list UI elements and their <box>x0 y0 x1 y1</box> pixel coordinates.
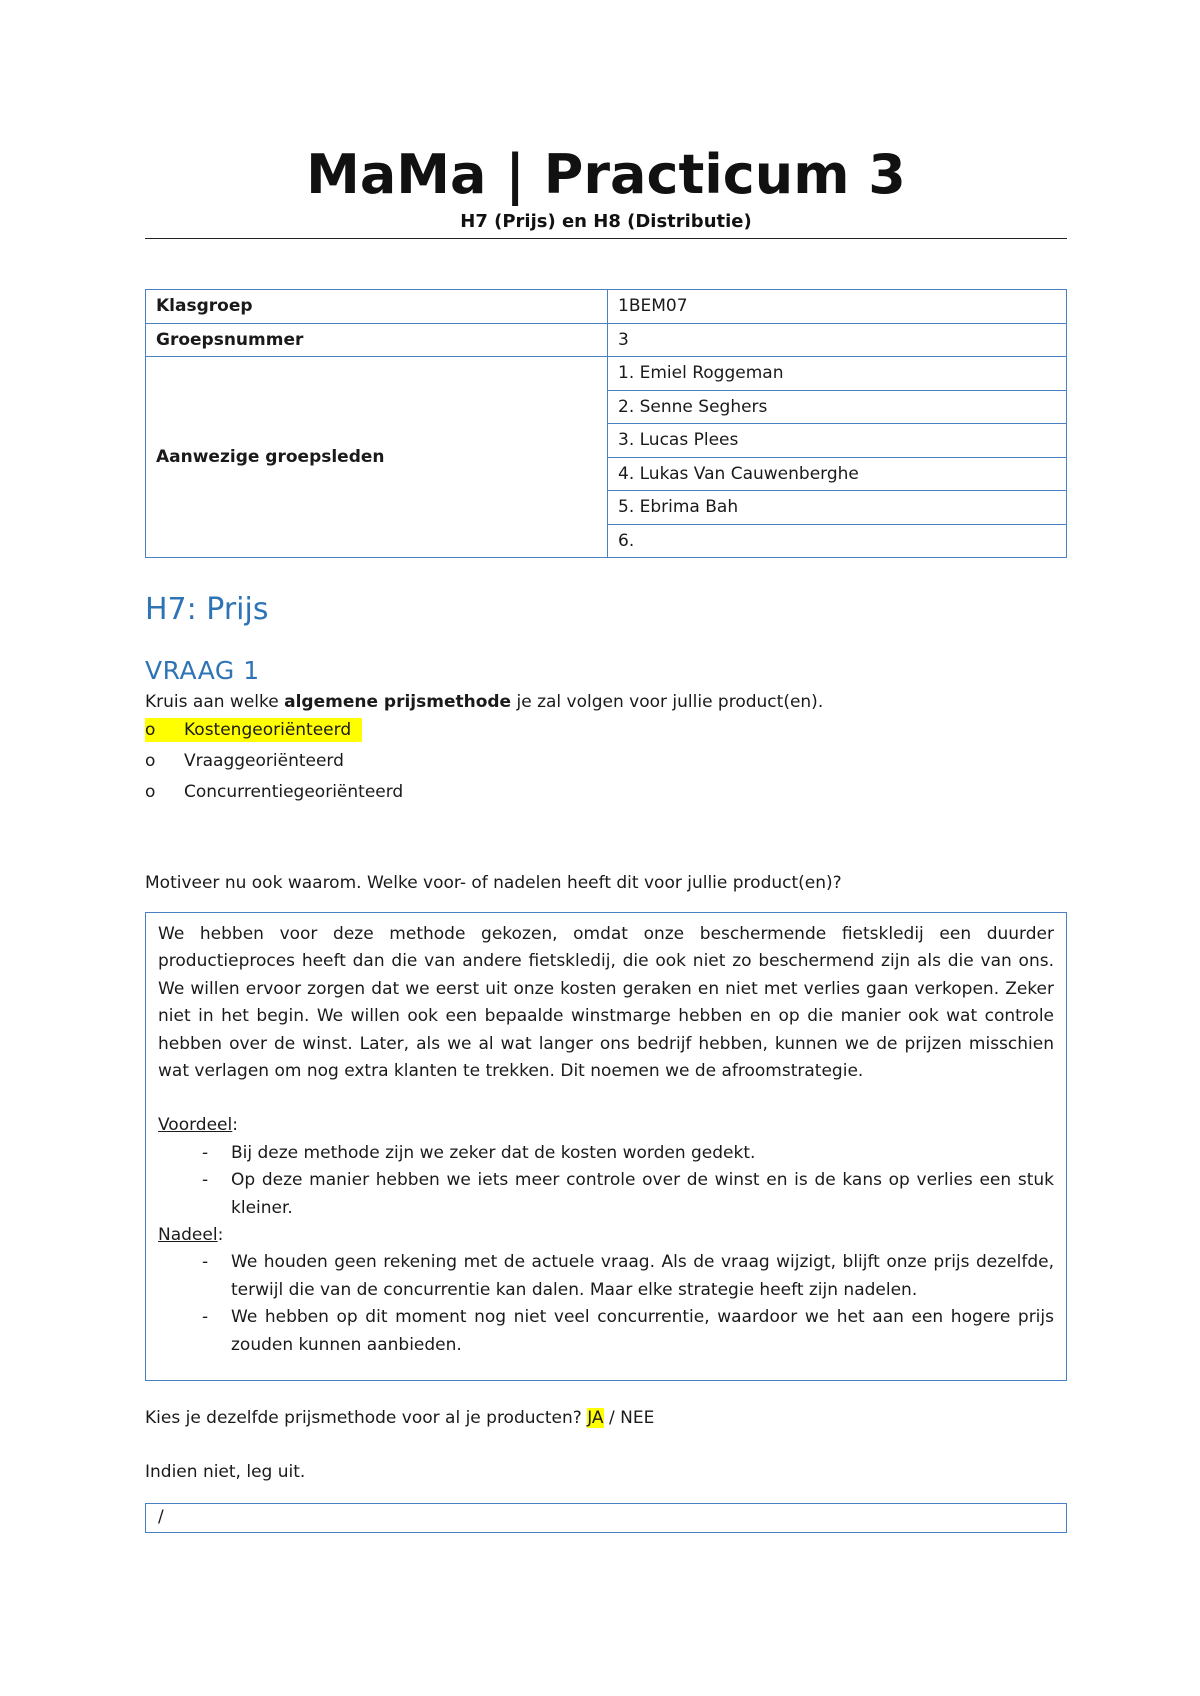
intro-text: Kruis aan welke <box>145 692 285 712</box>
nadelen-list <box>158 1249 1054 1359</box>
list-item: - Op deze manier hebben we iets meer controle over de winst en is de kans op verlies een stuk kleiner. <box>158 1167 1054 1222</box>
voordelen-list <box>158 1140 1054 1222</box>
page-subtitle: H7 (Prijs) en H8 (Distributie) <box>460 211 752 232</box>
option-label: Vraaggeoriënteerd <box>184 751 344 771</box>
intro-bold: algemene prijsmethode <box>284 692 512 712</box>
answer-paragraph: We hebben voor deze methode gekozen, omdat onze beschermende fietskledij een duurder productieproces heeft dan die van andere fietskledij, die ook niet zo beschermend zijn als die van ons. We willen ervoor zorgen dat we eerst uit onze kosten geraken en niet met verlies gaan verkopen. Zeker niet in het begin. We willen ook een bepaalde winstmarge hebben en op die manier ook wat controle hebben over de winst. Later, als we al wat langer ons bedrijf hebben, kunnen we de prijzen misschien wat verlagen om nog extra klanten te trekken. Dit noemen we de afroomstrategie. <box>158 924 1054 1082</box>
voordeel-label: Voordeel <box>158 1115 233 1136</box>
intro-text-end: je zal volgen voor jullie product(en). <box>511 692 824 712</box>
member-cell: 5. Ebrima Bah <box>608 491 1067 525</box>
option[interactable] <box>145 780 403 804</box>
list-item: - We hebben op dit moment nog niet veel concurrentie, waardoor we het aan een hogere prijs zouden kunnen aanbieden. <box>158 1304 1054 1359</box>
explain-prompt: Indien niet, leg uit. <box>145 1462 306 1482</box>
option[interactable] <box>145 749 344 773</box>
answer-ja[interactable]: JA <box>587 1408 604 1428</box>
option-bullet: o <box>145 720 156 740</box>
page-title: MaMa | Practicum 3 <box>306 143 906 206</box>
groepsnummer-label: Groepsnummer <box>146 323 608 357</box>
nadeel-heading: Nadeel: <box>158 1225 224 1246</box>
leden-label: Aanwezige groepsleden <box>146 357 608 558</box>
option-selected[interactable] <box>145 718 362 742</box>
member-cell: 2. Senne Seghers <box>608 390 1067 424</box>
answer-box[interactable] <box>145 912 1067 1381</box>
question-heading: VRAAG 1 <box>145 656 260 685</box>
option-bullet: o <box>145 751 156 771</box>
member-cell: 6. <box>608 524 1067 558</box>
answer-separator: / <box>603 1408 621 1428</box>
member-cell: 4. Lukas Van Cauwenberghe <box>608 457 1067 491</box>
option-bullet: o <box>145 782 156 802</box>
same-method-text: Kies je dezelfde prijsmethode voor al je producten? <box>145 1408 588 1428</box>
option-label: Concurrentiegeoriënteerd <box>184 782 404 802</box>
same-method-question <box>145 1406 654 1430</box>
answer-nee[interactable]: NEE <box>620 1408 655 1428</box>
section-heading: H7: Prijs <box>145 592 269 627</box>
table-row <box>146 323 1067 357</box>
option-label: Kostengeoriënteerd <box>184 720 352 740</box>
groepsnummer-value: 3 <box>608 323 1067 357</box>
klasgroep-value: 1BEM07 <box>608 290 1067 324</box>
title-divider <box>145 238 1067 239</box>
explain-answer: / <box>158 1507 164 1527</box>
explain-answer-box[interactable] <box>145 1503 1067 1533</box>
table-row <box>146 290 1067 324</box>
voordeel-heading: Voordeel: <box>158 1115 238 1136</box>
motivate-prompt: Motiveer nu ook waarom. Welke voor- of nadelen heeft dit voor jullie product(en)? <box>145 873 842 893</box>
member-cell: 1. Emiel Roggeman <box>608 357 1067 391</box>
table-row <box>146 357 1067 391</box>
list-item: - Bij deze methode zijn we zeker dat de kosten worden gedekt. <box>158 1140 1054 1167</box>
member-cell: 3. Lucas Plees <box>608 424 1067 458</box>
nadeel-label: Nadeel <box>158 1225 218 1246</box>
list-item: - We houden geen rekening met de actuele vraag. Als de vraag wijzigt, blijft onze prijs dezelfde, terwijl die van de concurrentie kan dalen. Maar elke strategie heeft zijn nadelen. <box>158 1249 1054 1304</box>
klasgroep-label: Klasgroep <box>146 290 608 324</box>
group-info-table <box>145 289 1067 558</box>
question-intro <box>145 690 823 714</box>
